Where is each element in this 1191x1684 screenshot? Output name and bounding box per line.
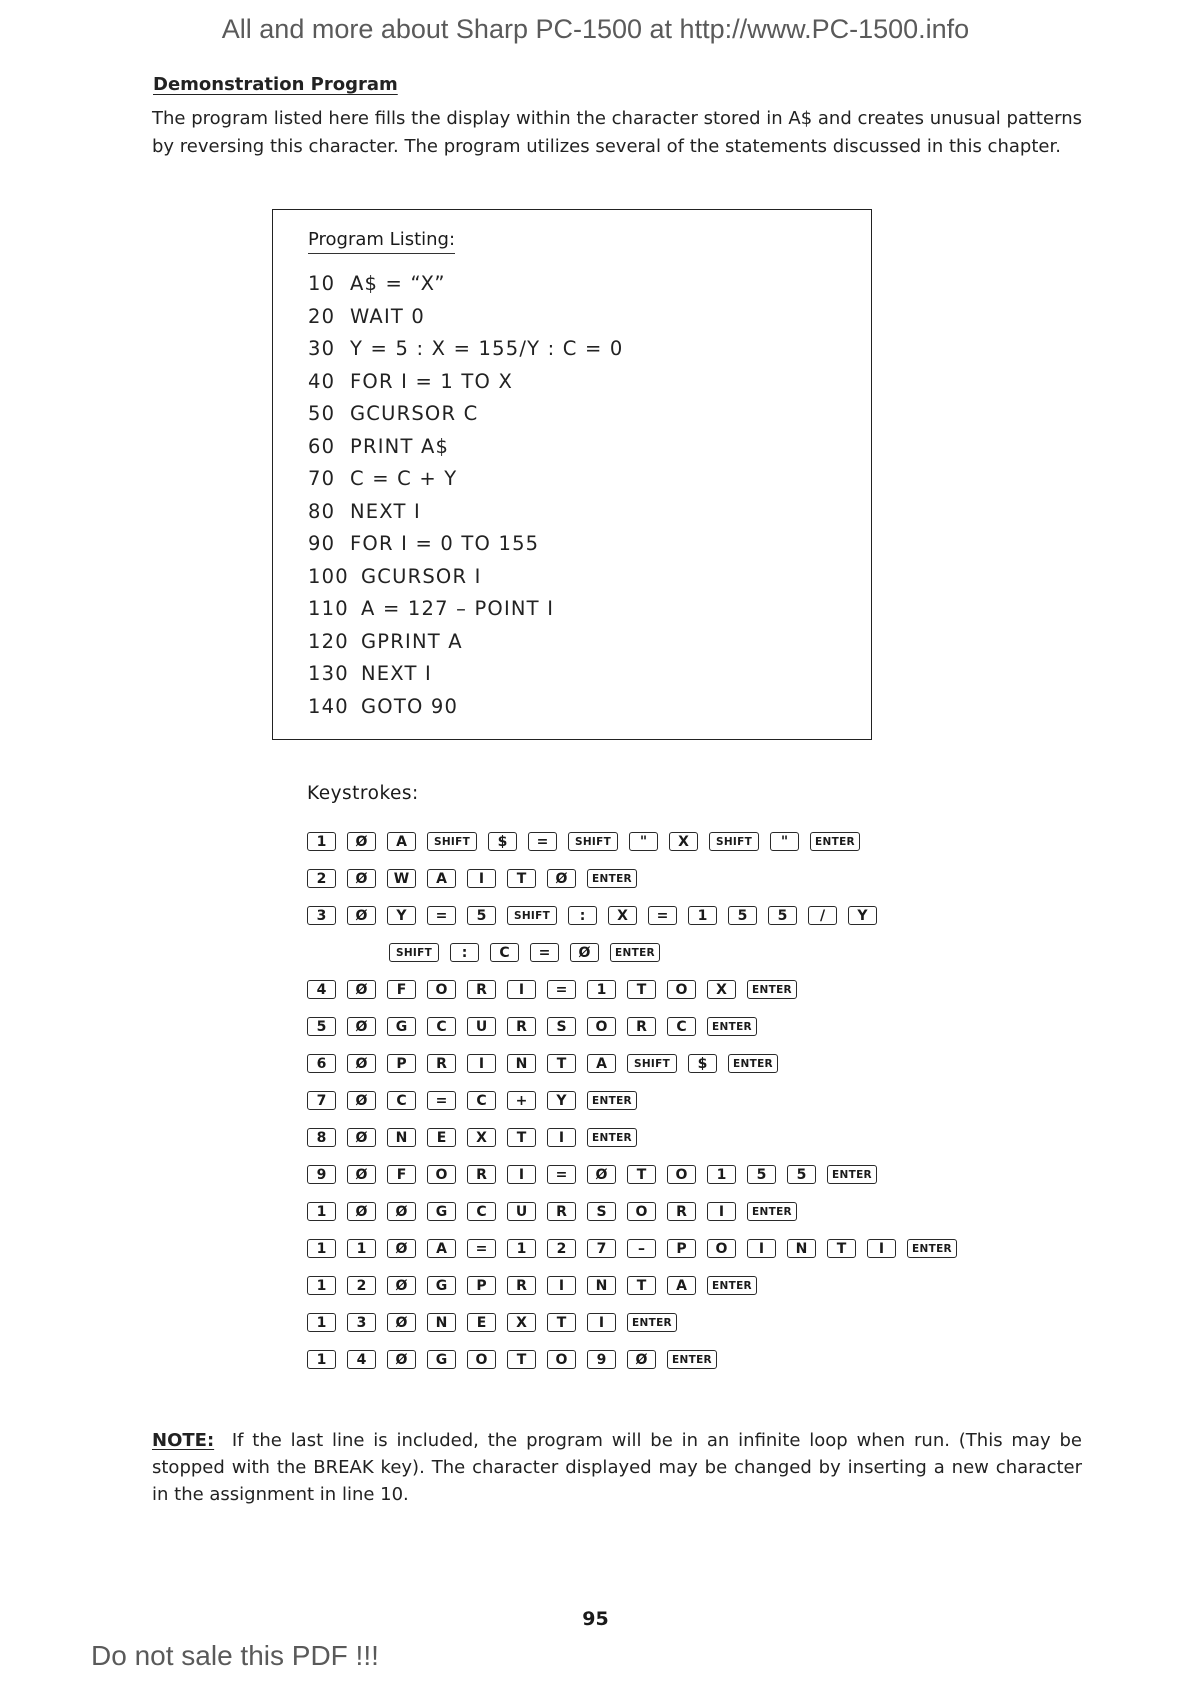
key-cap: N: [507, 1054, 536, 1073]
key-cap: N: [587, 1276, 616, 1295]
line-number: 60: [308, 434, 336, 458]
key-cap: A: [587, 1054, 616, 1073]
key-cap: T: [507, 1128, 536, 1147]
key-cap: 5: [728, 906, 757, 925]
keystroke-row: [307, 1054, 1027, 1091]
keystroke-row: [307, 1091, 1027, 1128]
line-code: A = 127 – POINT I: [361, 597, 555, 620]
key-cap: O: [707, 1239, 736, 1258]
key-cap: C: [467, 1202, 496, 1221]
key-cap: Ø: [347, 1017, 376, 1036]
key-cap: X: [467, 1128, 496, 1147]
key-cap: T: [547, 1313, 576, 1332]
key-cap: O: [467, 1350, 496, 1369]
section-title: Demonstration Program: [153, 74, 398, 95]
key-cap: ENTER: [707, 1276, 757, 1295]
listing-line: [308, 565, 624, 598]
listing-title: Program Listing:: [308, 229, 455, 254]
key-cap: 5: [467, 906, 496, 925]
key-cap: =: [648, 906, 677, 925]
key-cap: C: [490, 943, 519, 962]
key-cap: O: [427, 980, 456, 999]
key-cap: ENTER: [707, 1017, 757, 1036]
key-cap: SHIFT: [709, 832, 759, 851]
key-cap: U: [467, 1017, 496, 1036]
key-cap: Ø: [570, 943, 599, 962]
line-code: FOR I = 0 TO 155: [350, 532, 540, 555]
keystroke-row: [307, 1165, 1027, 1202]
key-cap: 2: [307, 869, 336, 888]
key-cap: I: [547, 1128, 576, 1147]
key-cap: :: [568, 906, 597, 925]
key-cap: A: [387, 832, 416, 851]
key-cap: 1: [307, 1276, 336, 1295]
key-cap: ENTER: [667, 1350, 717, 1369]
key-cap: Ø: [387, 1276, 416, 1295]
line-code: WAIT 0: [350, 304, 426, 328]
line-number: 30: [308, 337, 336, 360]
key-cap: O: [667, 980, 696, 999]
line-code: A$ = “X”: [350, 272, 446, 295]
keystroke-row: [307, 1128, 1027, 1165]
key-cap: Ø: [347, 1128, 376, 1147]
key-cap: ENTER: [810, 832, 860, 851]
key-cap: F: [387, 1165, 416, 1184]
key-cap: X: [608, 906, 637, 925]
listing-line: [308, 500, 624, 533]
key-cap: SHIFT: [427, 832, 477, 851]
key-cap: 1: [507, 1239, 536, 1258]
keystroke-row: [307, 869, 1027, 906]
listing-line: [308, 630, 624, 663]
key-cap: Y: [387, 906, 416, 925]
key-cap: T: [627, 1276, 656, 1295]
key-cap: C: [387, 1091, 416, 1110]
key-cap: =: [547, 1165, 576, 1184]
key-cap: SHIFT: [389, 943, 439, 962]
listing-line: [308, 337, 624, 370]
key-cap: 3: [307, 906, 336, 925]
key-cap: O: [587, 1017, 616, 1036]
line-number: 100: [308, 564, 349, 588]
key-cap: S: [547, 1017, 576, 1036]
key-cap: $: [688, 1054, 717, 1073]
line-code: NEXT I: [361, 662, 432, 685]
line-code: GOTO 90: [361, 694, 459, 718]
key-cap: :: [450, 943, 479, 962]
key-cap: –: [627, 1239, 656, 1258]
note-label: NOTE:: [152, 1430, 215, 1451]
listing-line: [308, 695, 624, 728]
key-cap: T: [547, 1054, 576, 1073]
key-cap: F: [387, 980, 416, 999]
key-cap: G: [427, 1276, 456, 1295]
listing-line: [308, 532, 624, 565]
key-cap: I: [867, 1239, 896, 1258]
key-cap: R: [627, 1017, 656, 1036]
key-cap: 5: [307, 1017, 336, 1036]
key-cap: T: [507, 1350, 536, 1369]
key-cap: ": [770, 832, 799, 851]
listing-line: [308, 370, 624, 403]
key-cap: I: [747, 1239, 776, 1258]
site-header: All and more about Sharp PC-1500 at http://www.PC-1500.info: [221, 14, 970, 44]
key-cap: Ø: [347, 869, 376, 888]
listing-line: [308, 272, 624, 305]
key-cap: 2: [347, 1276, 376, 1295]
key-cap: 7: [587, 1239, 616, 1258]
key-cap: Ø: [627, 1350, 656, 1369]
intro-paragraph: The program listed here fills the display within the character stored in A$ and creates unusual patterns by reversing this character. The program utilizes several of the statements discussed in this chapter.: [152, 108, 1082, 157]
key-cap: 1: [307, 1202, 336, 1221]
key-cap: R: [507, 1017, 536, 1036]
key-cap: C: [467, 1091, 496, 1110]
note-paragraph: [152, 1427, 1082, 1508]
key-cap: I: [707, 1202, 736, 1221]
key-cap: Ø: [387, 1350, 416, 1369]
key-cap: A: [427, 1239, 456, 1258]
key-cap: X: [707, 980, 736, 999]
line-number: 80: [308, 499, 336, 523]
note-text: If the last line is included, the program will be in an infinite loop when run. (This may be stopped with the BREAK key). The character displayed may be changed by inserting a new character in the assignment in line 10.: [152, 1430, 1082, 1505]
key-cap: N: [787, 1239, 816, 1258]
keystroke-row: [307, 943, 1027, 980]
key-cap: I: [467, 869, 496, 888]
key-cap: O: [667, 1165, 696, 1184]
key-cap: P: [667, 1239, 696, 1258]
line-code: C = C + Y: [350, 467, 458, 490]
key-cap: R: [467, 1165, 496, 1184]
key-cap: Ø: [547, 869, 576, 888]
key-cap: 9: [307, 1165, 336, 1184]
key-cap: Y: [848, 906, 877, 925]
key-cap: 5: [747, 1165, 776, 1184]
key-cap: Ø: [347, 832, 376, 851]
key-cap: E: [467, 1313, 496, 1332]
key-cap: SHIFT: [627, 1054, 677, 1073]
key-cap: Y: [547, 1091, 576, 1110]
key-cap: T: [827, 1239, 856, 1258]
key-cap: P: [387, 1054, 416, 1073]
line-code: GCURSOR I: [361, 564, 482, 588]
key-cap: 1: [307, 1350, 336, 1369]
key-cap: W: [387, 869, 416, 888]
line-number: 110: [308, 597, 349, 620]
key-cap: 5: [787, 1165, 816, 1184]
keystroke-row: [307, 906, 1027, 943]
keystroke-row: [307, 1202, 1027, 1239]
keystroke-row: [307, 980, 1027, 1017]
key-cap: ENTER: [587, 869, 637, 888]
key-cap: ENTER: [587, 1128, 637, 1147]
keystroke-row: [307, 1350, 1027, 1387]
key-cap: A: [427, 869, 456, 888]
key-cap: S: [587, 1202, 616, 1221]
key-cap: 1: [347, 1239, 376, 1258]
key-cap: Ø: [347, 980, 376, 999]
listing-line: [308, 597, 624, 630]
key-cap: ENTER: [587, 1091, 637, 1110]
page-number: 95: [582, 1608, 609, 1630]
line-number: 50: [308, 402, 336, 425]
key-cap: I: [507, 980, 536, 999]
listing-line: [308, 305, 624, 338]
keystroke-row: [307, 1313, 1027, 1350]
key-cap: I: [587, 1313, 616, 1332]
key-cap: 9: [587, 1350, 616, 1369]
key-cap: 8: [307, 1128, 336, 1147]
key-cap: N: [427, 1313, 456, 1332]
key-cap: 7: [307, 1091, 336, 1110]
key-cap: 1: [707, 1165, 736, 1184]
key-cap: X: [669, 832, 698, 851]
key-cap: ENTER: [610, 943, 660, 962]
line-number: 20: [308, 304, 336, 328]
key-cap: ENTER: [827, 1165, 877, 1184]
key-cap: 1: [307, 832, 336, 851]
key-cap: 1: [688, 906, 717, 925]
key-cap: 4: [347, 1350, 376, 1369]
key-cap: O: [547, 1350, 576, 1369]
line-number: 130: [308, 662, 349, 685]
key-cap: Ø: [387, 1239, 416, 1258]
key-cap: R: [547, 1202, 576, 1221]
listing-line: [308, 467, 624, 500]
key-cap: 1: [307, 1239, 336, 1258]
key-cap: =: [528, 832, 557, 851]
key-cap: I: [507, 1165, 536, 1184]
key-cap: =: [467, 1239, 496, 1258]
key-cap: U: [507, 1202, 536, 1221]
key-cap: O: [627, 1202, 656, 1221]
key-cap: =: [427, 906, 456, 925]
key-cap: A: [667, 1276, 696, 1295]
key-cap: E: [427, 1128, 456, 1147]
key-cap: C: [667, 1017, 696, 1036]
listing-line: [308, 662, 624, 695]
key-cap: Ø: [387, 1202, 416, 1221]
key-cap: O: [427, 1165, 456, 1184]
key-cap: ENTER: [907, 1239, 957, 1258]
key-cap: SHIFT: [568, 832, 618, 851]
key-cap: Ø: [587, 1165, 616, 1184]
key-cap: ENTER: [728, 1054, 778, 1073]
key-cap: 6: [307, 1054, 336, 1073]
key-cap: =: [530, 943, 559, 962]
keystroke-row: [307, 832, 1027, 869]
key-cap: Ø: [387, 1313, 416, 1332]
keystrokes-title: Keystrokes:: [307, 783, 419, 804]
line-code: PRINT A$: [350, 434, 450, 458]
key-cap: 3: [347, 1313, 376, 1332]
key-cap: T: [507, 869, 536, 888]
keystrokes-area: [307, 832, 1027, 1387]
line-number: 70: [308, 467, 336, 490]
line-code: GCURSOR C: [350, 402, 479, 425]
key-cap: $: [488, 832, 517, 851]
key-cap: =: [427, 1091, 456, 1110]
key-cap: ENTER: [627, 1313, 677, 1332]
listing-lines: [308, 272, 624, 727]
keystroke-row: [307, 1017, 1027, 1054]
key-cap: 4: [307, 980, 336, 999]
key-cap: Ø: [347, 1165, 376, 1184]
line-code: NEXT I: [350, 499, 421, 523]
key-cap: I: [547, 1276, 576, 1295]
line-number: 90: [308, 532, 336, 555]
key-cap: N: [387, 1128, 416, 1147]
key-cap: I: [467, 1054, 496, 1073]
key-cap: 2: [547, 1239, 576, 1258]
footer-notice: Do not sale this PDF !!!: [91, 1640, 379, 1671]
keystroke-row: [307, 1239, 1027, 1276]
key-cap: SHIFT: [507, 906, 557, 925]
program-listing-box: [272, 209, 872, 740]
key-cap: /: [808, 906, 837, 925]
key-cap: Ø: [347, 1054, 376, 1073]
key-cap: =: [547, 980, 576, 999]
key-cap: ENTER: [747, 980, 797, 999]
key-cap: ": [629, 832, 658, 851]
listing-line: [308, 402, 624, 435]
key-cap: R: [667, 1202, 696, 1221]
key-cap: X: [507, 1313, 536, 1332]
key-cap: P: [467, 1276, 496, 1295]
key-cap: Ø: [347, 1202, 376, 1221]
key-cap: 1: [307, 1313, 336, 1332]
line-code: FOR I = 1 TO X: [350, 369, 514, 393]
keystroke-row: [307, 1276, 1027, 1313]
key-cap: G: [427, 1202, 456, 1221]
key-cap: Ø: [347, 906, 376, 925]
key-cap: 1: [587, 980, 616, 999]
line-number: 40: [308, 369, 336, 393]
line-code: GPRINT A: [361, 629, 463, 653]
line-code: Y = 5 : X = 155/Y : C = 0: [350, 337, 624, 360]
key-cap: T: [627, 980, 656, 999]
key-cap: +: [507, 1091, 536, 1110]
key-cap: R: [427, 1054, 456, 1073]
line-number: 120: [308, 629, 349, 653]
key-cap: Ø: [347, 1091, 376, 1110]
key-cap: C: [427, 1017, 456, 1036]
listing-line: [308, 435, 624, 468]
key-cap: R: [507, 1276, 536, 1295]
key-cap: R: [467, 980, 496, 999]
key-cap: T: [627, 1165, 656, 1184]
key-cap: G: [427, 1350, 456, 1369]
key-cap: 5: [768, 906, 797, 925]
key-cap: G: [387, 1017, 416, 1036]
key-cap: ENTER: [747, 1202, 797, 1221]
line-number: 140: [308, 694, 349, 718]
line-number: 10: [308, 272, 336, 295]
